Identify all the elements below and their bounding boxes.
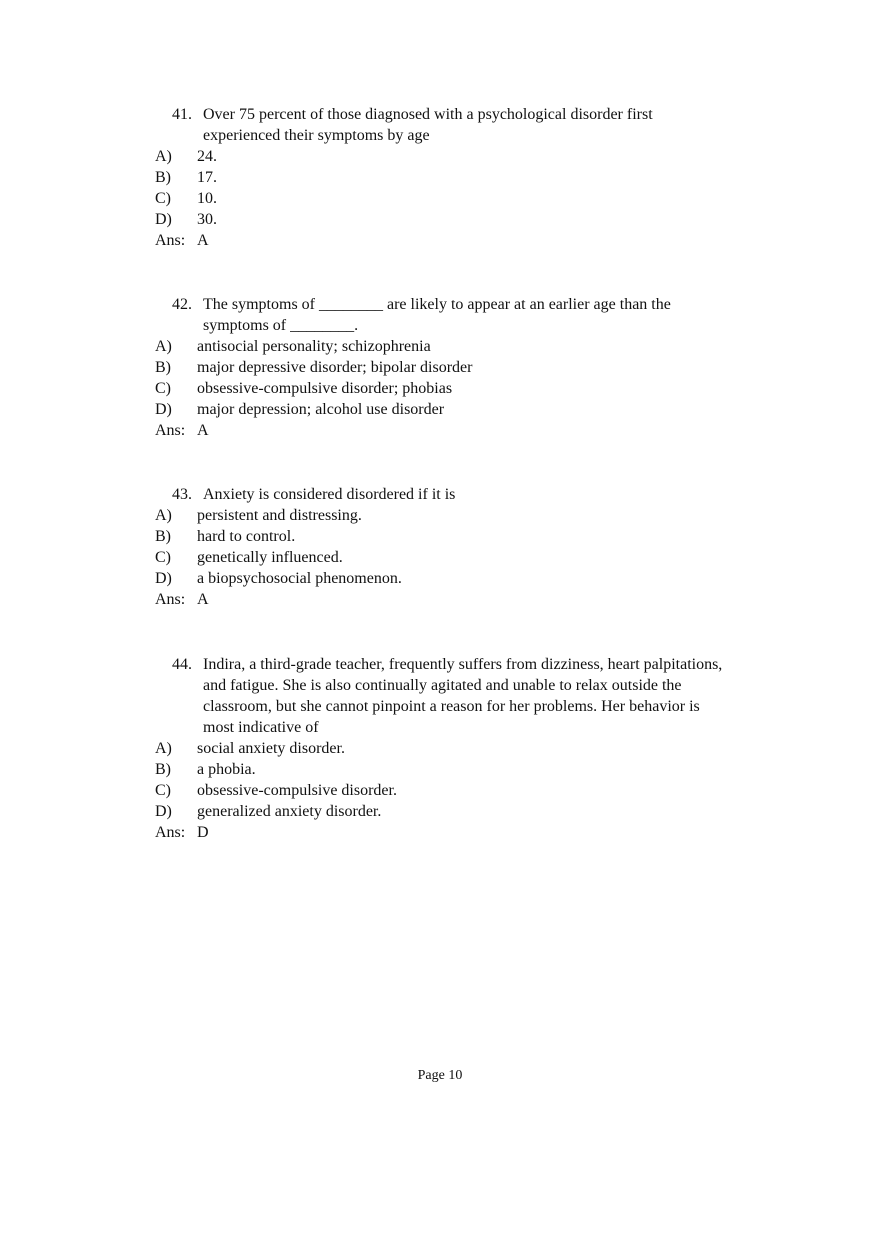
option-c bbox=[155, 188, 795, 209]
option-a bbox=[155, 505, 795, 526]
option-text: 17. bbox=[197, 169, 217, 186]
option-text: a biopsychosocial phenomenon. bbox=[197, 570, 402, 587]
option-letter: B) bbox=[155, 528, 171, 545]
option-b bbox=[155, 526, 795, 547]
question-text: Over 75 percent of those diagnosed with a psychological disorder first experienced their symptoms by age bbox=[203, 106, 653, 144]
answer-label: Ans: bbox=[155, 232, 186, 249]
option-letter: D) bbox=[155, 211, 172, 228]
option-letter: C) bbox=[155, 549, 171, 566]
option-a bbox=[155, 146, 795, 167]
question-41 bbox=[155, 104, 795, 251]
answer-line bbox=[155, 420, 795, 441]
question-stem bbox=[155, 294, 795, 336]
question-text: Indira, a third-grade teacher, frequently suffers from dizziness, heart palpitations, and fatigue. She is also continually agitated and unable to relax outside the classroom, but she cannot pinpoint a reason for her problems. Her behavior is most indicative of bbox=[203, 656, 723, 736]
option-text: hard to control. bbox=[197, 528, 296, 545]
option-letter: A) bbox=[155, 740, 172, 757]
answer-value: A bbox=[197, 591, 209, 608]
option-text: 24. bbox=[197, 148, 217, 165]
option-a bbox=[155, 336, 795, 357]
option-text: persistent and distressing. bbox=[197, 507, 362, 524]
question-44 bbox=[155, 654, 795, 843]
option-letter: C) bbox=[155, 190, 171, 207]
question-number: 43. bbox=[172, 486, 192, 503]
question-42 bbox=[155, 294, 795, 441]
option-text: obsessive-compulsive disorder. bbox=[197, 782, 397, 799]
option-text: social anxiety disorder. bbox=[197, 740, 345, 757]
option-a bbox=[155, 738, 795, 759]
option-c bbox=[155, 378, 795, 399]
option-d bbox=[155, 209, 795, 230]
option-text: obsessive-compulsive disorder; phobias bbox=[197, 380, 453, 397]
answer-line bbox=[155, 589, 795, 610]
question-number: 44. bbox=[172, 656, 192, 673]
answer-label: Ans: bbox=[155, 824, 186, 841]
option-b bbox=[155, 357, 795, 378]
option-b bbox=[155, 759, 795, 780]
answer-line bbox=[155, 822, 795, 843]
question-43 bbox=[155, 484, 795, 610]
option-text: generalized anxiety disorder. bbox=[197, 803, 382, 820]
option-text: major depression; alcohol use disorder bbox=[197, 401, 445, 418]
option-d bbox=[155, 801, 795, 822]
question-number: 42. bbox=[172, 296, 192, 313]
answer-value: A bbox=[197, 232, 209, 249]
option-c bbox=[155, 547, 795, 568]
question-stem bbox=[155, 654, 795, 738]
option-d bbox=[155, 399, 795, 420]
option-letter: D) bbox=[155, 401, 172, 418]
page-number: Page 10 bbox=[417, 1068, 463, 1083]
option-text: a phobia. bbox=[197, 761, 256, 778]
option-c bbox=[155, 780, 795, 801]
option-letter: D) bbox=[155, 803, 172, 820]
question-text: The symptoms of ________ are likely to appear at an earlier age than the symptoms of ________. bbox=[203, 296, 671, 334]
option-letter: B) bbox=[155, 169, 171, 186]
option-d bbox=[155, 568, 795, 589]
question-stem bbox=[155, 104, 795, 146]
answer-value: A bbox=[197, 422, 209, 439]
option-letter: B) bbox=[155, 359, 171, 376]
answer-label: Ans: bbox=[155, 591, 186, 608]
option-letter: A) bbox=[155, 338, 172, 355]
answer-line bbox=[155, 230, 795, 251]
question-number: 41. bbox=[172, 106, 192, 123]
option-letter: A) bbox=[155, 148, 172, 165]
answer-value: D bbox=[197, 824, 209, 841]
option-text: 30. bbox=[197, 211, 217, 228]
option-letter: A) bbox=[155, 507, 172, 524]
option-letter: B) bbox=[155, 761, 171, 778]
option-letter: D) bbox=[155, 570, 172, 587]
option-b bbox=[155, 167, 795, 188]
question-text: Anxiety is considered disordered if it is bbox=[203, 486, 456, 503]
question-stem bbox=[155, 484, 795, 505]
option-text: major depressive disorder; bipolar disorder bbox=[197, 359, 473, 376]
option-letter: C) bbox=[155, 782, 171, 799]
option-text: 10. bbox=[197, 190, 217, 207]
answer-label: Ans: bbox=[155, 422, 186, 439]
option-text: antisocial personality; schizophrenia bbox=[197, 338, 431, 355]
option-text: genetically influenced. bbox=[197, 549, 343, 566]
option-letter: C) bbox=[155, 380, 171, 397]
